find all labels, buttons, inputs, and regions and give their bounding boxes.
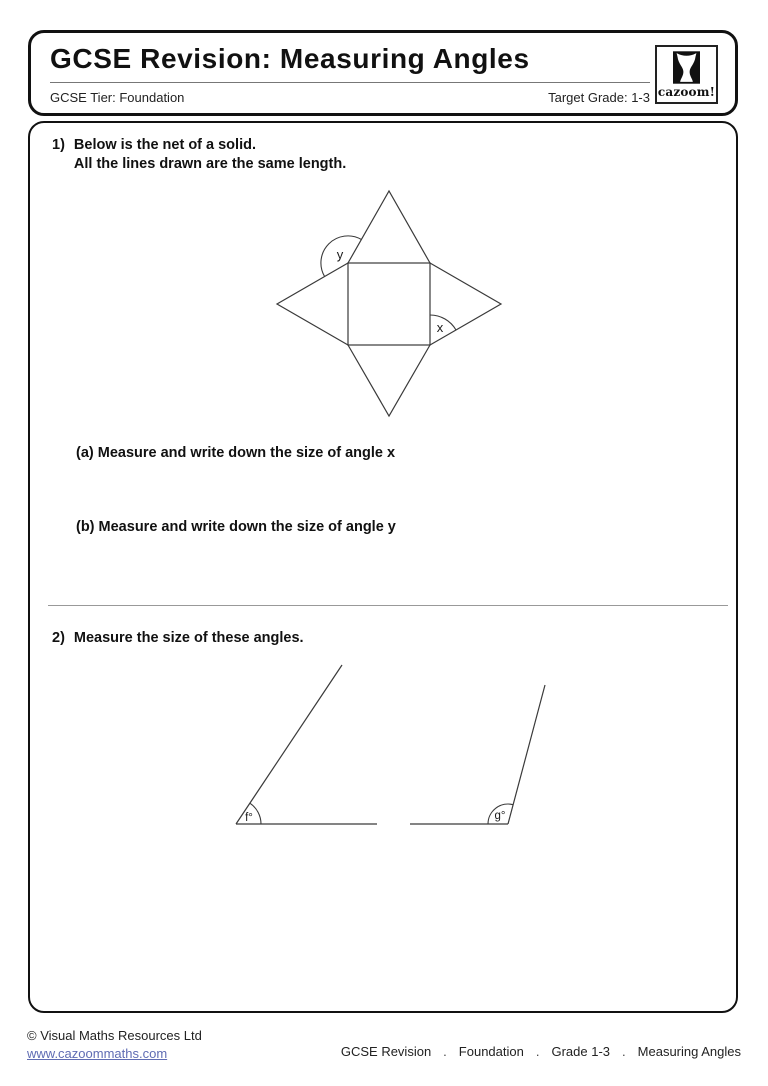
footer-breadcrumb-item: GCSE Revision xyxy=(340,1044,432,1059)
net-left-triangle xyxy=(277,263,348,345)
angle-g-ray xyxy=(508,685,545,824)
angle-f-label: f° xyxy=(245,812,253,824)
net-bottom-triangle xyxy=(348,345,430,416)
footer-breadcrumb-separator: . xyxy=(622,1044,626,1059)
footer-breadcrumb-item: Measuring Angles xyxy=(637,1044,741,1059)
question-1-text xyxy=(74,136,346,174)
tier-label: GCSE Tier: Foundation xyxy=(50,89,185,105)
pyramid-net-diagram xyxy=(270,185,510,425)
header-meta xyxy=(50,90,650,105)
question-2-number: 2) xyxy=(52,630,65,646)
cazoom-logo-text: cazoom! xyxy=(657,85,716,99)
angles-diagram xyxy=(220,655,560,835)
net-top-triangle xyxy=(348,191,430,263)
angle-y-label: y xyxy=(336,247,344,262)
header-box xyxy=(28,30,738,116)
footer-breadcrumb-separator: . xyxy=(443,1044,447,1059)
angle-x-label: x xyxy=(436,320,444,335)
question-1-line2: All the lines drawn are the same length. xyxy=(73,156,347,172)
cazoom-goblet-icon xyxy=(673,51,700,84)
question-1-number: 1) xyxy=(52,137,65,153)
question-1a: (a) Measure and write down the size of angle x xyxy=(76,445,396,461)
question-2 xyxy=(52,629,304,648)
footer-breadcrumb xyxy=(341,1044,741,1059)
footer-left xyxy=(27,1028,202,1061)
footer-breadcrumb-item: Grade 1-3 xyxy=(551,1044,611,1059)
cazoom-logo xyxy=(655,45,718,104)
net-square xyxy=(348,263,430,345)
footer-breadcrumb-separator: . xyxy=(535,1044,540,1059)
section-divider xyxy=(48,605,728,606)
cazoommaths-link[interactable]: www.cazoommaths.com xyxy=(27,1046,168,1061)
question-1b: (b) Measure and write down the size of angle y xyxy=(76,519,396,535)
question-2-text: Measure the size of these angles. xyxy=(73,630,304,646)
page-title: GCSE Revision: Measuring Angles xyxy=(50,44,650,83)
question-1 xyxy=(52,136,346,174)
question-1-line1: Below is the net of a solid. xyxy=(73,137,256,153)
angle-f-ray xyxy=(236,665,342,824)
angle-g-label: g° xyxy=(494,810,506,822)
target-grade-label: Target Grade: 1-3 xyxy=(548,89,650,105)
footer-breadcrumb-item: Foundation xyxy=(458,1044,524,1059)
copyright-text: © Visual Maths Resources Ltd xyxy=(27,1028,202,1043)
header-inner xyxy=(50,44,650,105)
